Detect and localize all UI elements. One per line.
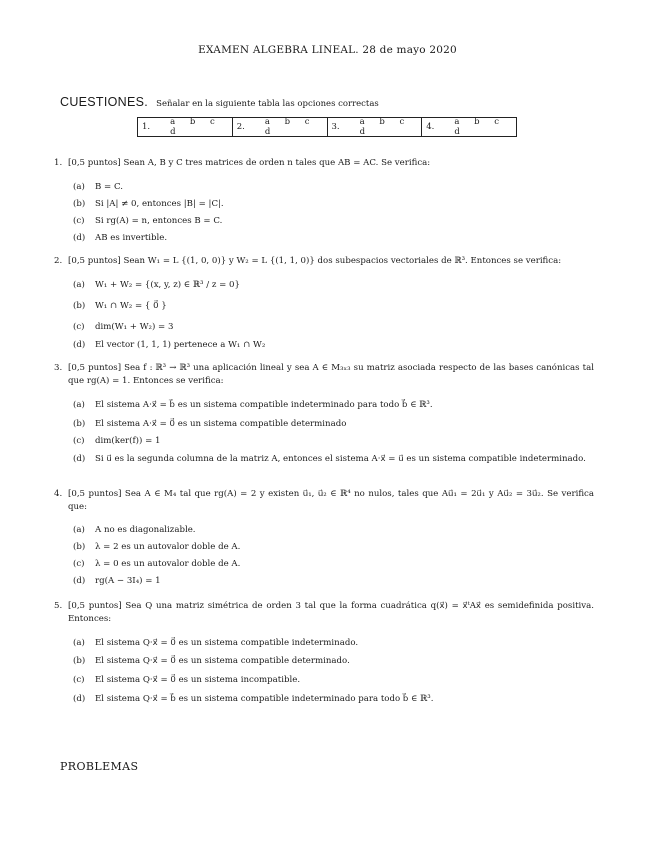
answer-cell-2[interactable] [233, 118, 328, 136]
option-text: El vector (1, 1, 1) pertenece a W₁ ∩ W₂ [95, 340, 266, 350]
option-c [73, 435, 161, 448]
option-b [73, 198, 224, 211]
option-text: Si u⃗ es la segunda columna de la matriz A, entonces el sistema A·x⃗ = u⃗ es un sistema compatible indeterminado. [95, 454, 586, 464]
option-b [73, 300, 167, 313]
cuestiones-heading [60, 91, 379, 110]
answer-cell-options: a b c d [454, 117, 500, 137]
option-label: (b) [73, 419, 86, 429]
question-number: 3. [54, 363, 63, 373]
option-label: (a) [73, 280, 85, 290]
option-label: (b) [73, 656, 86, 666]
option-text: A no es diagonalizable. [95, 525, 196, 535]
question-stem [54, 488, 594, 514]
answer-cell-4[interactable] [422, 118, 516, 136]
option-label: (c) [73, 559, 85, 569]
option-label: (a) [73, 182, 85, 192]
answer-cell-1[interactable] [138, 118, 233, 136]
option-a [73, 637, 358, 650]
question-stem [54, 600, 594, 626]
option-label: (d) [73, 233, 86, 243]
question-number: 4. [54, 489, 63, 499]
exam-title: EXAMEN ALGEBRA LINEAL. 28 de mayo 2020 [198, 44, 457, 56]
option-text: W₁ ∩ W₂ = { 0⃗ } [95, 301, 167, 311]
option-b [73, 418, 346, 431]
option-label: (c) [73, 675, 85, 685]
option-text: El sistema A·x⃗ = 0⃗ es un sistema compatible determinado [95, 419, 347, 429]
question-text: [0,5 puntos] Sea A ∈ M₄ tal que rg(A) = 2 y existen u⃗₁, u⃗₂ ∈ ℝ⁴ no nulos, tales que Au⃗₁ = 2u⃗₁ y Au⃗₂ = 3u⃗₂. Se verifica que: [68, 489, 594, 512]
option-a [73, 181, 123, 194]
cuestiones-title: CUESTIONES. [60, 95, 149, 109]
option-label: (b) [73, 301, 86, 311]
option-text: dim(W₁ + W₂) = 3 [95, 322, 174, 332]
answer-cell-number: 2. [236, 122, 245, 132]
answer-cell-options: a b c d [264, 117, 311, 137]
question-text: [0,5 puntos] Sean W₁ = L {(1, 0, 0)} y W₂ = L {(1, 1, 0)} dos subespacios vectoriales de ℝ³. Entonces se verifica: [68, 256, 562, 266]
option-a [73, 524, 196, 537]
answer-cell-options: a b c d [359, 117, 405, 137]
option-text: El sistema Q·x⃗ = 0⃗ es un sistema compatible indeterminado. [95, 638, 359, 648]
option-text: Si rg(A) = n, entonces B = C. [95, 216, 223, 226]
question-number: 2. [54, 256, 63, 266]
option-d [73, 232, 167, 245]
question-stem [54, 362, 594, 388]
question-4 [54, 488, 594, 586]
question-5 [54, 600, 594, 704]
option-label: (d) [73, 340, 86, 350]
answer-cell-number: 4. [426, 122, 435, 132]
option-a [73, 399, 433, 412]
option-text: B = C. [95, 182, 123, 192]
question-2 [54, 255, 594, 350]
option-a [73, 279, 240, 292]
option-d [73, 693, 433, 706]
question-3 [54, 362, 594, 464]
option-text: El sistema A·x⃗ = b⃗ es un sistema compatible indeterminado para todo b⃗ ∈ ℝ³. [95, 400, 433, 410]
option-text: El sistema Q·x⃗ = 0⃗ es un sistema incompatible. [95, 675, 301, 685]
option-text: rg(A − 3I₄) = 1 [95, 576, 161, 586]
option-text: AB es invertible. [95, 233, 168, 243]
question-1 [54, 157, 594, 243]
answer-cell-options: a b c d [170, 117, 216, 137]
option-text: dim(ker(f)) = 1 [95, 436, 161, 446]
answer-cell-3[interactable] [328, 118, 423, 136]
option-text: El sistema Q·x⃗ = 0⃗ es un sistema compatible determinado. [95, 656, 350, 666]
option-b [73, 541, 240, 554]
option-label: (a) [73, 400, 85, 410]
option-text: Si |A| ≠ 0, entonces |B| = |C|. [95, 199, 224, 209]
question-stem [54, 255, 594, 268]
option-label: (b) [73, 199, 86, 209]
option-d [73, 453, 594, 466]
option-text: λ = 0 es un autovalor doble de A. [95, 559, 241, 569]
option-d [73, 339, 265, 352]
option-label: (c) [73, 216, 85, 226]
option-c [73, 674, 300, 687]
option-label: (c) [73, 436, 85, 446]
option-label: (b) [73, 542, 86, 552]
question-number: 1. [54, 158, 63, 168]
question-stem [54, 157, 594, 170]
option-c [73, 215, 222, 228]
option-d [73, 575, 161, 588]
option-text: λ = 2 es un autovalor doble de A. [95, 542, 241, 552]
option-text: El sistema Q·x⃗ = b⃗ es un sistema compatible indeterminado para todo b⃗ ∈ ℝ³. [95, 694, 434, 704]
option-label: (d) [73, 694, 86, 704]
question-number: 5. [54, 601, 63, 611]
option-label: (d) [73, 576, 86, 586]
option-label: (a) [73, 525, 85, 535]
problemas-heading: PROBLEMAS [60, 760, 139, 773]
cuestiones-instruction: Señalar en la siguiente tabla las opciones correctas [156, 99, 379, 109]
option-c [73, 558, 240, 571]
option-b [73, 655, 350, 668]
question-text: [0,5 puntos] Sean A, B y C tres matrices de orden n tales que AB = AC. Se verifica: [68, 158, 431, 168]
option-label: (c) [73, 322, 85, 332]
answer-table [137, 117, 517, 137]
answer-cell-number: 3. [331, 122, 340, 132]
option-label: (d) [73, 454, 86, 464]
option-text: W₁ + W₂ = {(x, y, z) ∈ ℝ³ / z = 0} [95, 280, 240, 290]
question-text: [0,5 puntos] Sea Q una matriz simétrica de orden 3 tal que la forma cuadrática q(x⃗) = x⃗ᵗAx⃗ es semidefinida positiva. Entonces: [68, 601, 594, 624]
option-c [73, 321, 173, 334]
answer-cell-number: 1. [142, 122, 151, 132]
question-text: [0,5 puntos] Sea f : ℝ³ → ℝ³ una aplicación lineal y sea A ∈ M₃ₓ₃ su matriz asociada respecto de las bases canónicas tal que rg(A) = 1. Entonces se verifica: [68, 363, 594, 386]
option-label: (a) [73, 638, 85, 648]
